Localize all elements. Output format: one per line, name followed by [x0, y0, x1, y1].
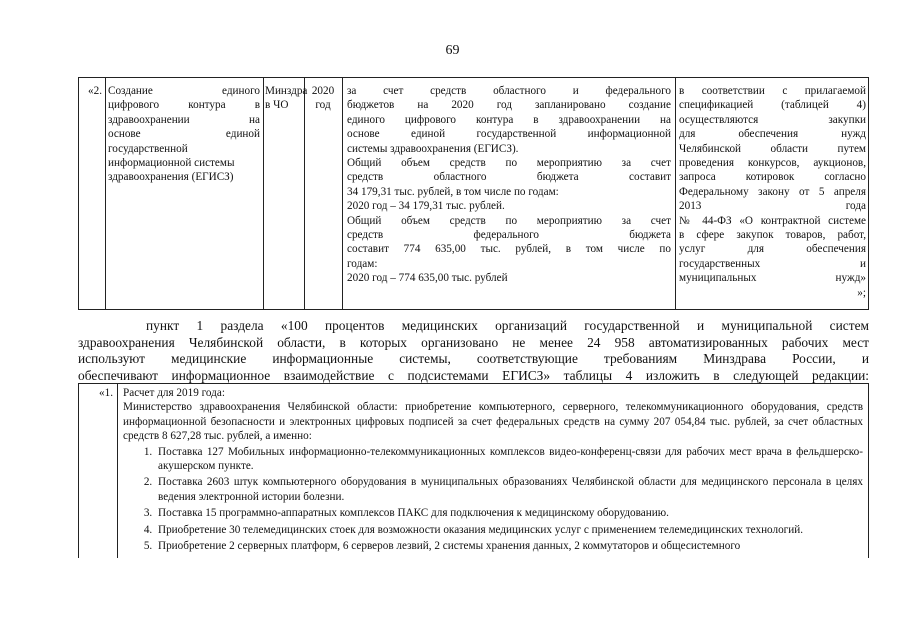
paragraph-line: обеспечивают информационное взаимодействие с подсистемами ЕГИСЗ» таблицы 4 изложить в следующей редакции: [78, 367, 869, 383]
description-line: за счет средств областного и федерального [347, 85, 671, 97]
note-line: »; [857, 286, 866, 299]
description-line: единого цифрового контура в здравоохранении на [347, 113, 671, 126]
note-line: запроса котировок согласно [679, 171, 866, 184]
note-line: спецификацией (таблицей 4) [679, 99, 866, 112]
row-number: «2. [88, 85, 102, 97]
executor-cell [263, 78, 308, 309]
description-line: системы здравоохранения (ЕГИСЗ). [347, 142, 519, 155]
year-cell [304, 78, 342, 309]
calculation-heading: Расчет для 2019 года: [123, 387, 225, 399]
measure-name-cell [105, 78, 263, 309]
measure-name-line: цифрового контура в [108, 99, 260, 112]
items-list [123, 445, 863, 554]
description-line: средств областного бюджета составит [347, 171, 671, 184]
note-line: осуществляются закупки [679, 113, 866, 126]
description-line: основе единой государственной информационной [347, 128, 671, 141]
description-line: средств федерального бюджета [347, 229, 671, 242]
note-cell [675, 78, 870, 309]
description-cell [342, 78, 675, 309]
list-item: 5. Приобретение 2 серверных платформ, 6 серверов лезвий, 2 системы хранения данных, 2 коммутаторов и общесистемного [155, 539, 863, 553]
measure-name-line: основе единой [108, 128, 260, 141]
description-line: 2020 год – 774 635,00 тыс. рублей [347, 272, 508, 285]
description-line: бюджетов на 2020 год запланировано создание [347, 99, 671, 112]
note-line: в соответствии с прилагаемой [679, 85, 866, 97]
column-divider [117, 384, 118, 558]
executor-line: в ЧО [265, 99, 289, 112]
note-line: Челябинской области путем [679, 142, 866, 155]
description-line: годам: [347, 257, 378, 270]
calculation-paragraph: Министерство здравоохранения Челябинской области: приобретение компьютерного, серверного, телекоммуникационного оборудования, средств информационной безопасности и электронных цифровых подписей за счет федеральных средств на сумму 207 054,84 тыс. рублей, за счет областных средств 8 627,28 тыс. рублей, а именно: [123, 401, 863, 443]
list-item: 2. Поставка 2603 штук компьютерного оборудования в муниципальных образованиях Челябинской области для медицинского персонала в целях ведения электронной истории болезни. [155, 475, 863, 504]
list-item: 4. Приобретение 30 телемедицинских стоек для возможности оказания медицинских услуг с применением телемедицинских технологий. [155, 523, 863, 537]
note-line: 2013 года [679, 200, 866, 213]
list-item: 1. Поставка 127 Мобильных информационно-телекоммуникационных комплексов видео-конференц-связи для рабочих мест врача в фельдшерско-акушерском пункте. [155, 445, 863, 474]
note-line: услуг для обеспечения [679, 243, 866, 256]
paragraph-line: пункт 1 раздела «100 процентов медицинских организаций государственной и муниципальной систем [146, 318, 869, 333]
note-line: проведения конкурсов, аукционов, [679, 157, 866, 170]
amendment-paragraph [78, 318, 869, 384]
paragraph-line: здравоохранения Челябинской области, в которых организовано не менее 24 958 автоматизированных рабочих мест [78, 334, 869, 350]
description-line: 34 179,31 тыс. рублей, в том числе по годам: [347, 185, 559, 198]
row-number: «1. [99, 387, 113, 399]
note-line: Федеральному закону от 5 апреля [679, 185, 866, 198]
executor-line: Минздра [265, 85, 308, 97]
year-line: год [315, 99, 331, 112]
calculation-cell [123, 386, 863, 555]
note-line: муниципальных нужд» [679, 272, 866, 285]
description-line: Общий объем средств по мероприятию за счет [347, 214, 671, 227]
measure-name-line: здравоохранении на [108, 113, 260, 126]
note-line: в сфере закупок товаров, работ, [679, 229, 866, 242]
description-line: составит 774 635,00 тыс. рублей, в том числе по [347, 243, 671, 256]
measure-name-line: здравоохранения (ЕГИСЗ) [108, 171, 234, 184]
measures-table [78, 77, 869, 310]
measure-name-line: информационной системы [108, 157, 235, 170]
paragraph-line: используют медицинские информационные системы, соответствующие требованиям Минздрава России, и [78, 351, 869, 366]
year-line: 2020 [311, 85, 335, 97]
note-line: государственных и [679, 257, 866, 270]
note-line: № 44-ФЗ «О контрактной системе [679, 214, 866, 227]
list-item: 3. Поставка 15 программно-аппаратных комплексов ПАКС для подключения к медицинскому оборудованию. [155, 506, 863, 520]
page-number: 69 [445, 43, 460, 58]
description-line: 2020 год – 34 179,31 тыс. рублей. [347, 200, 505, 213]
measure-name-line: государственной [108, 142, 188, 155]
calculation-table [78, 383, 869, 558]
measure-name-line: Создание единого [108, 85, 260, 97]
note-line: для обеспечения нужд [679, 128, 866, 141]
description-line: Общий объем средств по мероприятию за счет [347, 157, 671, 170]
